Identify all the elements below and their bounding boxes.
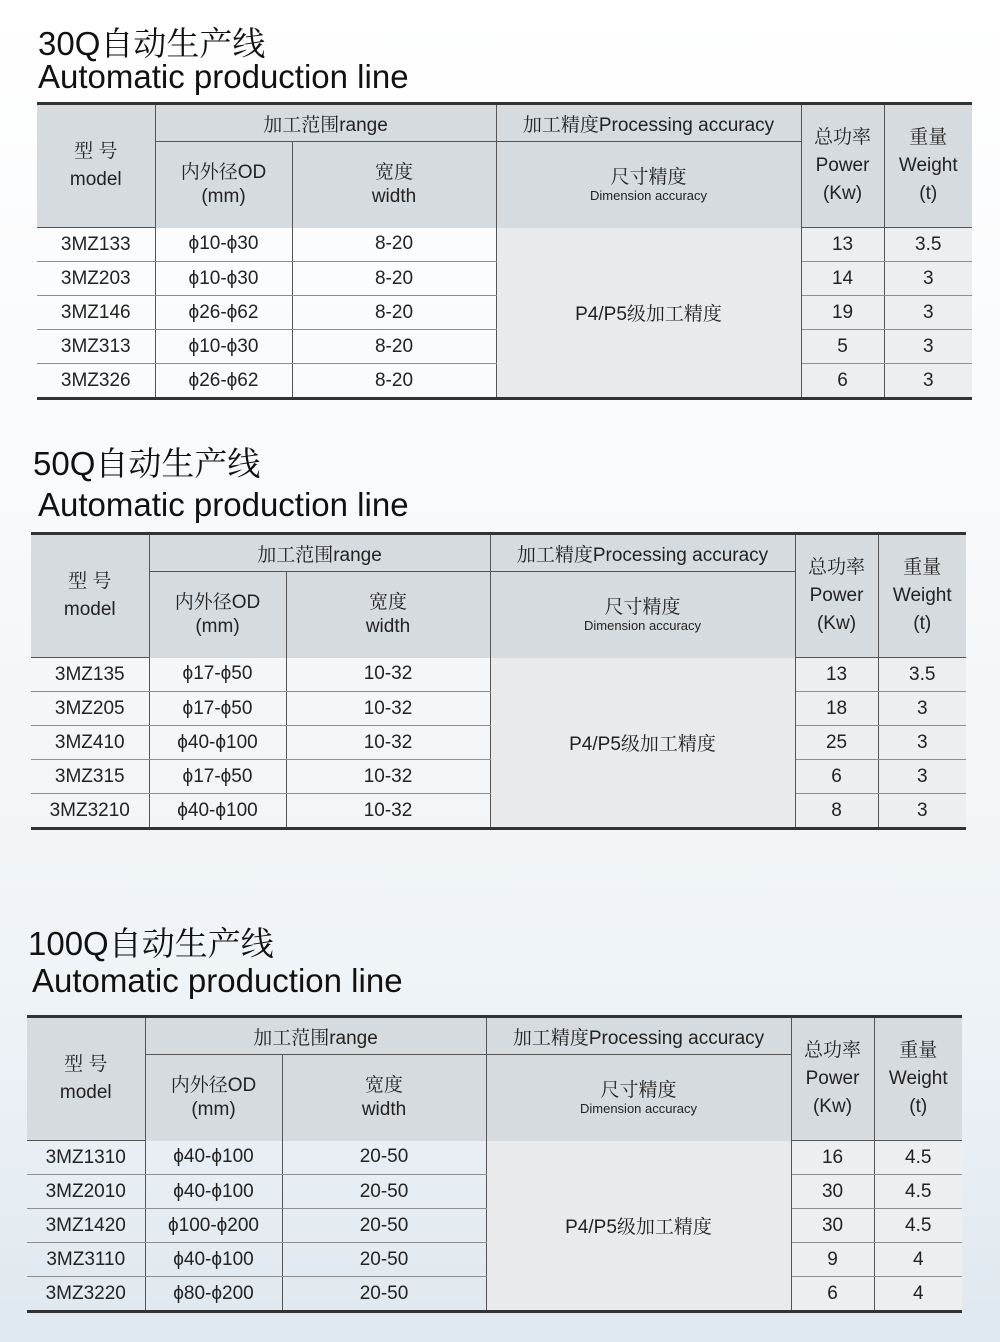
header-width: 宽度 width — [286, 572, 490, 658]
accuracy-value: P4/P5级加工精度 — [490, 658, 795, 829]
header-width: 宽度 width — [292, 142, 496, 228]
section-50q — [0, 430, 1000, 850]
spec-table — [37, 102, 972, 400]
section-title-cn: 30Q自动生产线 — [38, 25, 266, 62]
table-row: 3MZ146 ϕ26-ϕ62 8-20 19 3 — [37, 296, 972, 330]
header-od: 内外径OD (mm) — [145, 1055, 282, 1141]
table-row: 3MZ3220 ϕ80-ϕ200 20-50 6 4 — [27, 1277, 962, 1312]
spec-table — [27, 1015, 962, 1313]
header-range: 加工范围range — [155, 104, 496, 142]
section-title-en: Automatic production line — [32, 962, 403, 999]
header-model: 型 号 model — [31, 534, 149, 658]
header-range: 加工范围range — [145, 1017, 486, 1055]
table-row: 3MZ135 ϕ17-ϕ50 10-32 P4/P5级加工精度 13 3.5 — [31, 658, 966, 692]
table-row: 3MZ203 ϕ10-ϕ30 8-20 14 3 — [37, 262, 972, 296]
table-row: 3MZ315 ϕ17-ϕ50 10-32 6 3 — [31, 760, 966, 794]
header-od: 内外径OD (mm) — [155, 142, 292, 228]
header-weight: 重量 Weight (t) — [878, 534, 966, 658]
table-row: 3MZ410 ϕ40-ϕ100 10-32 25 3 — [31, 726, 966, 760]
header-weight: 重量 Weight (t) — [884, 104, 972, 228]
table-row: 3MZ133 ϕ10-ϕ30 8-20 P4/P5级加工精度 13 3.5 — [37, 228, 972, 262]
header-model: 型 号 model — [27, 1017, 145, 1141]
table-row: 3MZ326 ϕ26-ϕ62 8-20 6 3 — [37, 364, 972, 399]
section-title-en: Automatic production line — [38, 486, 409, 523]
table-row: 3MZ2010 ϕ40-ϕ100 20-50 30 4.5 — [27, 1175, 962, 1209]
header-accuracy: 加工精度Processing accuracy — [486, 1017, 791, 1055]
header-weight: 重量 Weight (t) — [874, 1017, 962, 1141]
header-model: 型 号 model — [37, 104, 155, 228]
table-row: 3MZ3110 ϕ40-ϕ100 20-50 9 4 — [27, 1243, 962, 1277]
section-title-en: Automatic production line — [38, 58, 409, 95]
header-power: 总功率 Power (Kw) — [795, 534, 878, 658]
table-row: 3MZ1310 ϕ40-ϕ100 20-50 P4/P5级加工精度 16 4.5 — [27, 1141, 962, 1175]
spec-table — [31, 532, 966, 830]
table-row: 3MZ3210 ϕ40-ϕ100 10-32 8 3 — [31, 794, 966, 829]
section-30q — [0, 0, 1000, 420]
header-power: 总功率 Power (Kw) — [791, 1017, 874, 1141]
header-accuracy: 加工精度Processing accuracy — [490, 534, 795, 572]
section-100q — [0, 910, 1000, 1330]
accuracy-value: P4/P5级加工精度 — [486, 1141, 791, 1312]
header-od: 内外径OD (mm) — [149, 572, 286, 658]
header-accuracy: 加工精度Processing accuracy — [496, 104, 801, 142]
table-row: 3MZ313 ϕ10-ϕ30 8-20 5 3 — [37, 330, 972, 364]
header-range: 加工范围range — [149, 534, 490, 572]
header-dimension: 尺寸精度 Dimension accuracy — [496, 142, 801, 228]
table-row: 3MZ205 ϕ17-ϕ50 10-32 18 3 — [31, 692, 966, 726]
header-width: 宽度 width — [282, 1055, 486, 1141]
accuracy-value: P4/P5级加工精度 — [496, 228, 801, 399]
section-title-cn: 100Q自动生产线 — [28, 925, 274, 962]
section-title-cn: 50Q自动生产线 — [33, 445, 261, 482]
header-dimension: 尺寸精度 Dimension accuracy — [486, 1055, 791, 1141]
header-dimension: 尺寸精度 Dimension accuracy — [490, 572, 795, 658]
header-power: 总功率 Power (Kw) — [801, 104, 884, 228]
table-row: 3MZ1420 ϕ100-ϕ200 20-50 30 4.5 — [27, 1209, 962, 1243]
